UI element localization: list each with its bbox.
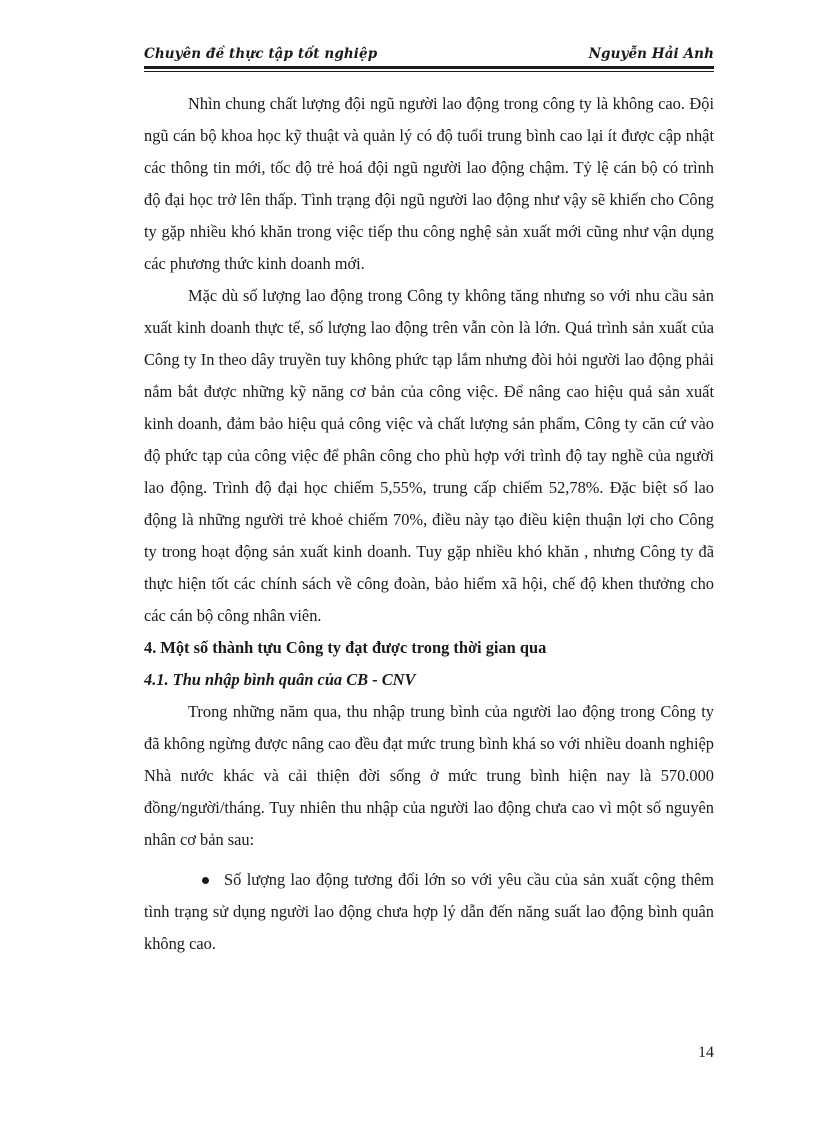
bullet-item-text: Số lượng lao động tương đối lớn so với yêu cầu của sản xuất cộng thêm tình trạng sử dụng người lao động chưa hợp lý dẫn đến năng suất lao động bình quân không cao. xyxy=(144,870,714,953)
header-rule-thick xyxy=(144,66,714,69)
page-number: 14 xyxy=(698,1044,714,1061)
bullet-item xyxy=(144,864,714,960)
header-rule-thin xyxy=(144,71,714,72)
header-author-name: Nguyễn Hải Anh xyxy=(588,46,714,62)
subsection-heading: 4.1. Thu nhập bình quân của CB - CNV xyxy=(144,670,416,689)
paragraph-staff-quality: Nhìn chung chất lượng đội ngũ người lao động trong công ty là không cao. Đội ngũ cán bộ khoa học kỹ thuật và quản lý có độ tuổi trung bình cao lại ít được cập nhật các thông tin mới, tốc độ trẻ hoá đội ngũ người lao động chậm. Tỷ lệ cán bộ có trình độ đại học trở lên thấp. Tình trạng đội ngũ người lao động như vậy sẽ khiến cho Công ty gặp nhiều khó khăn trong việc tiếp thu công nghệ sản xuất mới cũng như vận dụng các phương thức kinh doanh mới. xyxy=(144,94,714,273)
bullet-dot-icon xyxy=(202,877,209,884)
paragraph-income: Trong những năm qua, thu nhập trung bình của người lao động trong Công ty đã không ngừng được nâng cao đều đạt mức trung bình khá so với nhiều doanh nghiệp Nhà nước khác và cải thiện đời sống ở mức trung bình hiện nay là 570.000 đồng/người/tháng. Tuy nhiên thu nhập của người lao động chưa cao vì một số nguyên nhân cơ bản sau: xyxy=(144,702,714,849)
document-body xyxy=(144,88,714,960)
header-document-title: Chuyên đề thực tập tốt nghiệp xyxy=(144,46,378,62)
section-heading: 4. Một số thành tựu Công ty đạt được trong thời gian qua xyxy=(144,638,547,657)
running-header xyxy=(144,40,714,68)
paragraph-labor-quantity: Mặc dù số lượng lao động trong Công ty không tăng nhưng so với nhu cầu sản xuất kinh doanh thực tế, số lượng lao động trên vẫn còn là lớn. Quá trình sản xuất của Công ty In theo dây truyền tuy không phức tạp lắm nhưng đòi hỏi người lao động phải nắm bắt được những kỹ năng cơ bản của công việc. Để nâng cao hiệu quả sản xuất kinh doanh, đảm bảo hiệu quả công việc và chất lượng sản phẩm, Công ty căn cứ vào độ phức tạp của công việc để phân công cho phù hợp với trình độ tay nghề của người lao động. Trình độ đại học chiếm 5,55%, trung cấp chiếm 52,78%. Đặc biệt số lao động là những người trẻ khoẻ chiếm 70%, điều này tạo điều kiện thuận lợi cho Công ty trong hoạt động sản xuất kinh doanh. Tuy gặp nhiều khó khăn , nhưng Công ty đã thực hiện tốt các chính sách về công đoàn, bảo hiểm xã hội, chế độ khen thưởng cho các cán bộ công nhân viên. xyxy=(144,286,714,625)
